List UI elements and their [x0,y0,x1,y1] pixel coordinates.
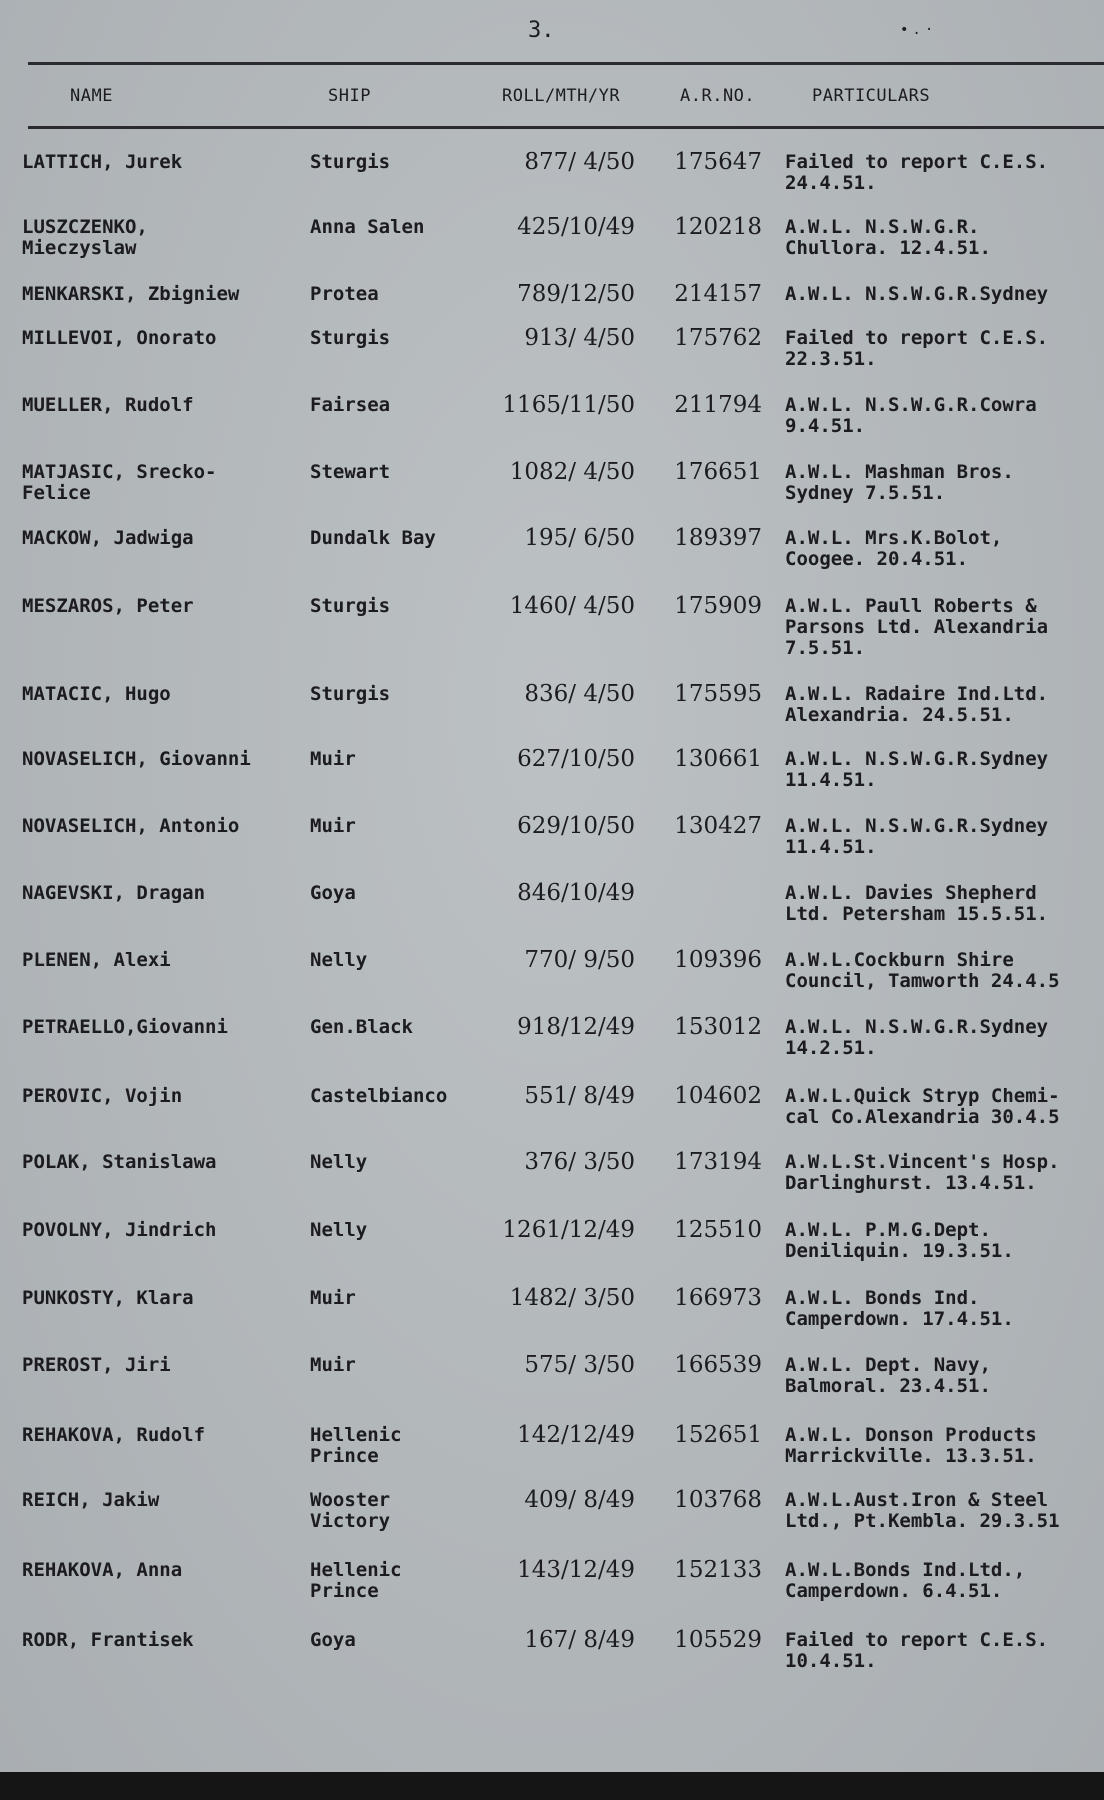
table-row [0,1352,1104,1419]
record-particulars: A.W.L. Radaire Ind.Ltd. Alexandria. 24.5.51. [785,683,1049,726]
table-row [0,593,1104,660]
table-row [0,947,1104,1014]
table-row [0,1422,1104,1489]
record-ar-no: 176651 [674,459,762,485]
record-ar-no: 120218 [674,214,762,240]
record-ar-no: 104602 [674,1083,762,1109]
record-name: RODR, Frantisek [22,1629,194,1651]
record-name: MENKARSKI, Zbigniew [22,283,240,305]
record-roll: 913/ 4/50 [524,325,635,351]
table-row [0,1217,1104,1284]
record-name: LATTICH, Jurek [22,151,183,173]
record-roll: 877/ 4/50 [524,149,635,175]
record-particulars: A.W.L. Dept. Navy, Balmoral. 23.4.51. [785,1354,991,1397]
record-name: LUSZCZENKO, Mieczyslaw [22,216,148,259]
record-ship: Gen.Black [310,1016,413,1038]
record-name: MESZAROS, Peter [22,595,194,617]
record-particulars: A.W.L. Paull Roberts & Parsons Ltd. Alexandria 7.5.51. [785,595,1049,659]
record-ship: Nelly [310,1219,368,1241]
record-name: NAGEVSKI, Dragan [22,882,206,904]
table-row [0,1487,1104,1554]
record-name: PUNKOSTY, Klara [22,1287,194,1309]
record-roll: 629/10/50 [517,813,635,839]
table-row [0,1285,1104,1352]
record-ship: Muir [310,1354,356,1376]
top-rule [28,62,1104,65]
record-particulars: A.W.L. P.M.G.Dept. Deniliquin. 19.3.51. [785,1219,1014,1262]
header-ar-no: A.R.NO. [680,86,756,106]
record-roll: 376/ 3/50 [524,1149,635,1175]
record-roll: 425/10/49 [517,214,635,240]
record-ship: Wooster Victory [310,1489,391,1532]
record-roll: 409/ 8/49 [524,1487,635,1513]
record-ar-no: 152651 [674,1422,762,1448]
record-particulars: Failed to report C.E.S. 22.3.51. [785,327,1049,370]
record-ship: Sturgis [310,595,391,617]
table-row [0,813,1104,880]
table-row [0,1149,1104,1216]
record-ship: Nelly [310,1151,368,1173]
header-ship: SHIP [328,86,371,106]
record-name: PETRAELLO,Giovanni [22,1016,228,1038]
record-ar-no: 130427 [674,813,762,839]
header-name: NAME [70,86,113,106]
record-particulars: A.W.L.Aust.Iron & Steel Ltd., Pt.Kembla. 29.3.51 [785,1489,1060,1532]
record-ship: Protea [310,283,379,305]
record-particulars: A.W.L.St.Vincent's Hosp. Darlinghurst. 13.4.51. [785,1151,1060,1194]
record-name: POLAK, Stanislawa [22,1151,217,1173]
record-ar-no: 211794 [674,392,762,418]
record-roll: 143/12/49 [517,1557,635,1583]
record-particulars: A.W.L. Davies Shepherd Ltd. Petersham 15.5.51. [785,882,1049,925]
record-ship: Sturgis [310,683,391,705]
record-roll: 167/ 8/49 [524,1627,635,1653]
record-ar-no: 173194 [674,1149,762,1175]
record-roll: 836/ 4/50 [524,681,635,707]
record-ship: Goya [310,1629,356,1651]
table-row [0,325,1104,392]
record-name: REICH, Jakiw [22,1489,160,1511]
record-name: MATJASIC, Srecko- Felice [22,461,217,504]
record-roll: 627/10/50 [517,746,635,772]
record-ar-no: 175647 [674,149,762,175]
record-particulars: A.W.L. N.S.W.G.R.Sydney 14.2.51. [785,1016,1049,1059]
record-ar-no: 130661 [674,746,762,772]
record-name: PEROVIC, Vojin [22,1085,183,1107]
record-roll: 789/12/50 [517,281,635,307]
table-row [0,149,1104,216]
table-row [0,681,1104,748]
record-ship: Sturgis [310,151,391,173]
record-roll: 1482/ 3/50 [509,1285,635,1311]
record-ar-no: 109396 [674,947,762,973]
record-ar-no: 125510 [674,1217,762,1243]
record-particulars: A.W.L. N.S.W.G.R.Sydney 11.4.51. [785,748,1049,791]
record-roll: 918/12/49 [517,1014,635,1040]
table-row [0,525,1104,592]
record-ship: Muir [310,815,356,837]
record-particulars: A.W.L. Bonds Ind. Camperdown. 17.4.51. [785,1287,1014,1330]
page-specks: •.· [900,22,938,38]
record-ship: Muir [310,748,356,770]
record-roll: 1261/12/49 [502,1217,635,1243]
record-roll: 846/10/49 [517,880,635,906]
record-roll: 575/ 3/50 [524,1352,635,1378]
record-roll: 551/ 8/49 [524,1083,635,1109]
record-particulars: A.W.L. Mashman Bros. Sydney 7.5.51. [785,461,1014,504]
record-ship: Stewart [310,461,391,483]
record-ship: Hellenic Prince [310,1424,402,1467]
record-roll: 770/ 9/50 [524,947,635,973]
record-name: PREROST, Jiri [22,1354,171,1376]
record-ar-no: 103768 [674,1487,762,1513]
record-name: NOVASELICH, Giovanni [22,748,251,770]
record-ar-no: 175909 [674,593,762,619]
record-name: NOVASELICH, Antonio [22,815,240,837]
record-name: REHAKOVA, Anna [22,1559,183,1581]
record-name: MUELLER, Rudolf [22,394,194,416]
header-rule [28,126,1104,129]
table-row [0,459,1104,526]
record-particulars: Failed to report C.E.S. 24.4.51. [785,151,1049,194]
record-ship: Anna Salen [310,216,425,238]
record-particulars: A.W.L. Donson Products Marrickville. 13.3.51. [785,1424,1037,1467]
record-ar-no: 153012 [674,1014,762,1040]
record-ar-no: 152133 [674,1557,762,1583]
record-ar-no: 175595 [674,681,762,707]
record-particulars: A.W.L.Cockburn Shire Council, Tamworth 24.4.5 [785,949,1060,992]
record-roll: 1082/ 4/50 [509,459,635,485]
record-name: MATACIC, Hugo [22,683,171,705]
record-ship: Hellenic Prince [310,1559,402,1602]
page-number: 3. [528,18,555,43]
record-particulars: A.W.L.Bonds Ind.Ltd., Camperdown. 6.4.51. [785,1559,1026,1602]
record-particulars: A.W.L. N.S.W.G.R.Cowra 9.4.51. [785,394,1037,437]
record-particulars: A.W.L. N.S.W.G.R. Chullora. 12.4.51. [785,216,991,259]
table-row [0,1014,1104,1081]
record-particulars: A.W.L. Mrs.K.Bolot, Coogee. 20.4.51. [785,527,1003,570]
header-particulars: PARTICULARS [812,86,931,106]
record-particulars: A.W.L.Quick Stryp Chemi- cal Co.Alexandria 30.4.5 [785,1085,1060,1128]
header-roll: ROLL/MTH/YR [502,86,621,106]
record-ship: Dundalk Bay [310,527,436,549]
table-row [0,1557,1104,1624]
record-particulars: A.W.L. N.S.W.G.R.Sydney 11.4.51. [785,815,1049,858]
record-ar-no: 166973 [674,1285,762,1311]
table-row [0,1627,1104,1694]
table-row [0,392,1104,459]
record-name: REHAKOVA, Rudolf [22,1424,206,1446]
record-ship: Goya [310,882,356,904]
record-ar-no: 175762 [674,325,762,351]
record-name: MILLEVOI, Onorato [22,327,217,349]
record-name: PLENEN, Alexi [22,949,171,971]
record-ar-no: 189397 [674,525,762,551]
record-ar-no: 214157 [674,281,762,307]
table-row [0,746,1104,813]
table-row [0,214,1104,281]
record-particulars: Failed to report C.E.S. 10.4.51. [785,1629,1049,1672]
record-roll: 195/ 6/50 [524,525,635,551]
record-roll: 1460/ 4/50 [509,593,635,619]
record-ship: Muir [310,1287,356,1309]
record-ar-no: 166539 [674,1352,762,1378]
record-ship: Fairsea [310,394,391,416]
table-row [0,1083,1104,1150]
record-roll: 142/12/49 [517,1422,635,1448]
record-name: MACKOW, Jadwiga [22,527,194,549]
record-roll: 1165/11/50 [502,392,635,418]
record-name: POVOLNY, Jindrich [22,1219,217,1241]
record-ship: Nelly [310,949,368,971]
record-ship: Castelbianco [310,1085,448,1107]
record-ship: Sturgis [310,327,391,349]
table-row [0,880,1104,947]
record-ar-no: 105529 [674,1627,762,1653]
record-particulars: A.W.L. N.S.W.G.R.Sydney [785,283,1049,305]
